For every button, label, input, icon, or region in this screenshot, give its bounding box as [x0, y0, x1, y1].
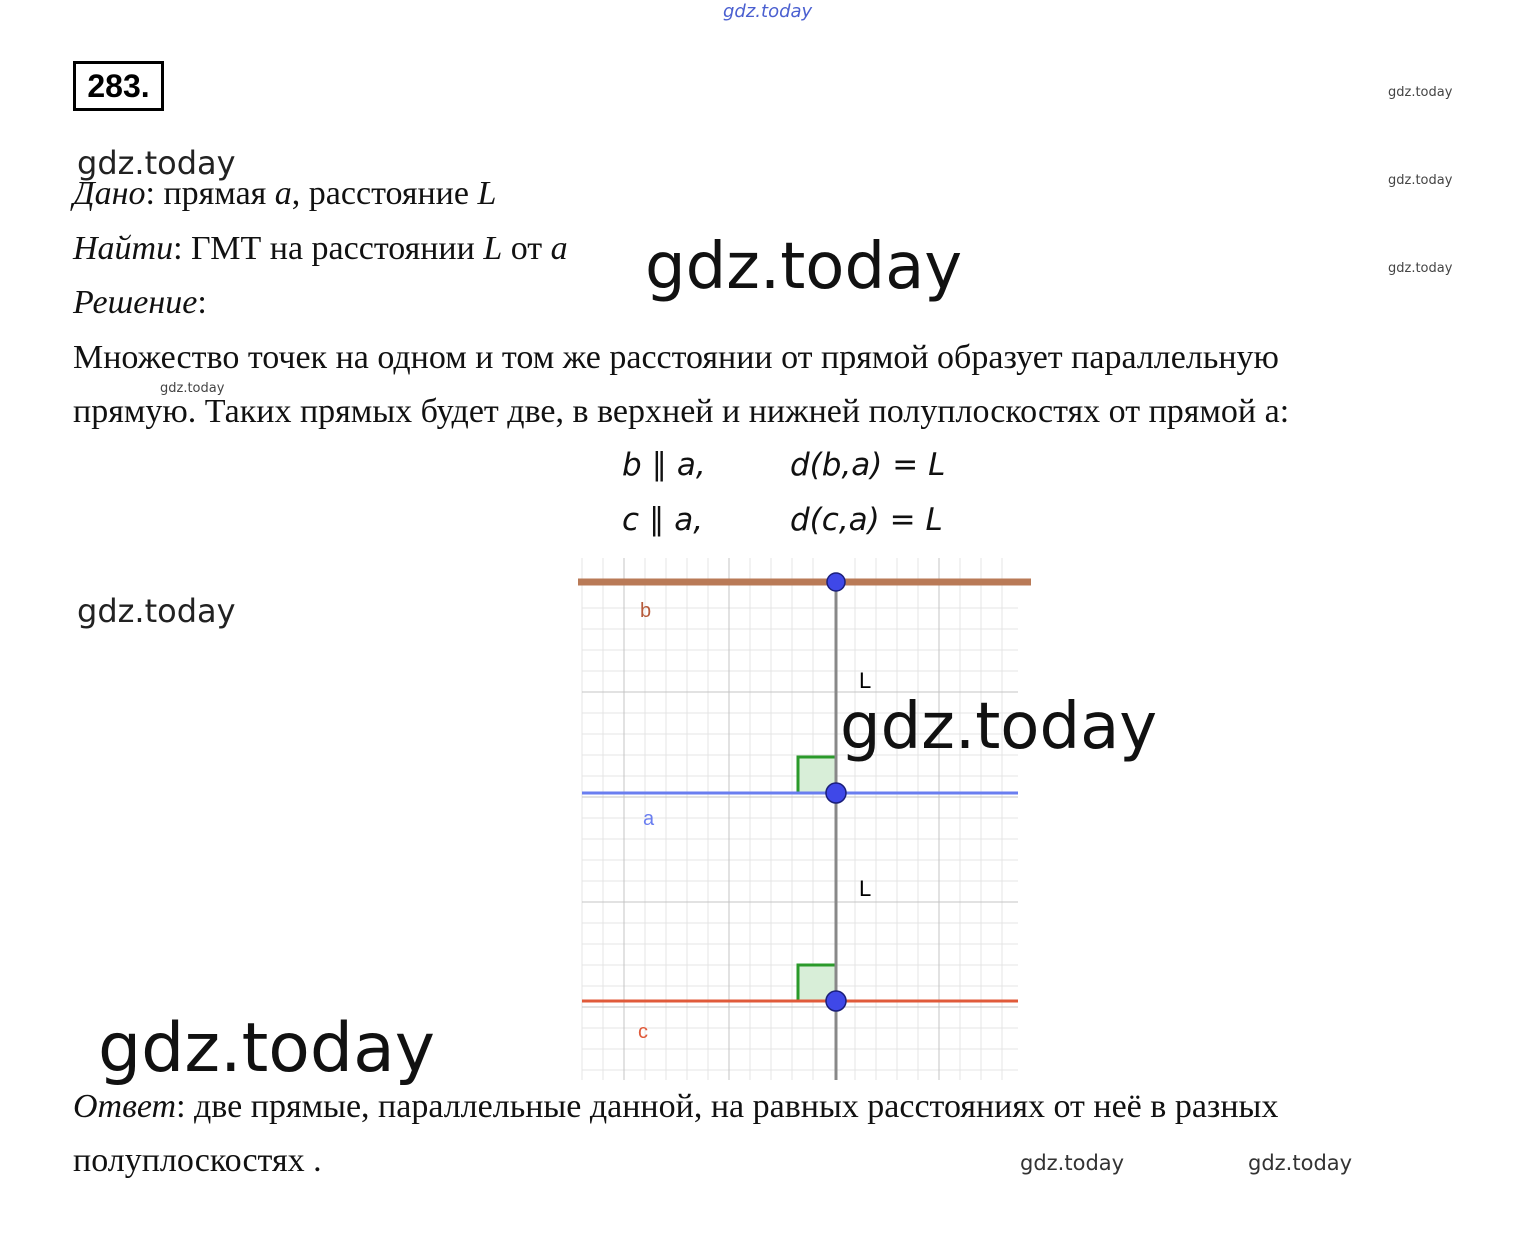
watermark-mid: gdz.today — [77, 144, 236, 182]
point-on-c — [826, 991, 846, 1011]
label-L-lower: L — [859, 876, 872, 901]
watermark-mid: gdz.today — [77, 592, 236, 630]
watermark-small: gdz.today — [1388, 173, 1453, 188]
find-var-a: a — [550, 230, 568, 267]
watermark-small: gdz.today — [1388, 261, 1453, 276]
point-on-b — [827, 573, 845, 591]
label-a: a — [643, 808, 655, 830]
given-line — [73, 177, 496, 211]
watermark-big: gdz.today — [645, 230, 963, 304]
find-var-L: L — [483, 230, 503, 267]
label-c: c — [638, 1021, 648, 1043]
watermark-small: gdz.today — [160, 381, 225, 396]
find-label: Найти — [73, 230, 174, 267]
point-on-a — [826, 783, 846, 803]
watermark-big: gdz.today — [98, 1009, 435, 1088]
formula-b-distance: d(b,a) = L — [790, 447, 946, 483]
solution-label: Решение — [73, 284, 198, 321]
find-text: от — [502, 230, 551, 267]
label-b: b — [640, 600, 652, 622]
answer-line-1 — [73, 1090, 1278, 1124]
problem-number: 283. — [73, 61, 164, 111]
formula-b-parallel: b ∥ a, — [622, 447, 706, 483]
find-text: : ГМТ на расстоянии — [173, 230, 484, 267]
parallel-lines-figure — [578, 548, 1038, 1080]
given-label: Дано — [73, 175, 146, 212]
find-line — [73, 232, 568, 266]
watermark-top: gdz.today — [723, 1, 813, 22]
given-var-L: L — [477, 175, 497, 212]
watermark-small: gdz.today — [1388, 85, 1453, 100]
given-text: : прямая — [145, 175, 275, 212]
body-line-1: Множество точек на одном и том же расстоянии от прямой образует параллельную — [73, 339, 1279, 376]
watermark-bottom: gdz.today — [1020, 1151, 1125, 1175]
formula-c-distance: d(c,a) = L — [790, 502, 943, 538]
given-text: , расстояние — [291, 175, 478, 212]
solution-colon: : — [197, 284, 207, 321]
watermark-bottom: gdz.today — [1248, 1151, 1353, 1175]
answer-label: Ответ — [73, 1088, 177, 1125]
given-var-a: a — [274, 175, 292, 212]
label-L-upper: L — [859, 668, 872, 693]
answer-line-2: полуплоскостях . — [73, 1142, 322, 1179]
solution-line — [73, 286, 207, 320]
formula-c-parallel: c ∥ a, — [622, 502, 704, 538]
watermark-big: gdz.today — [840, 690, 1158, 764]
answer-text: : две прямые, параллельные данной, на равных расстояниях от неё в разных — [176, 1088, 1279, 1125]
body-line-2: прямую. Таких прямых будет две, в верхней и нижней полуплоскостях от прямой а: — [73, 393, 1290, 430]
